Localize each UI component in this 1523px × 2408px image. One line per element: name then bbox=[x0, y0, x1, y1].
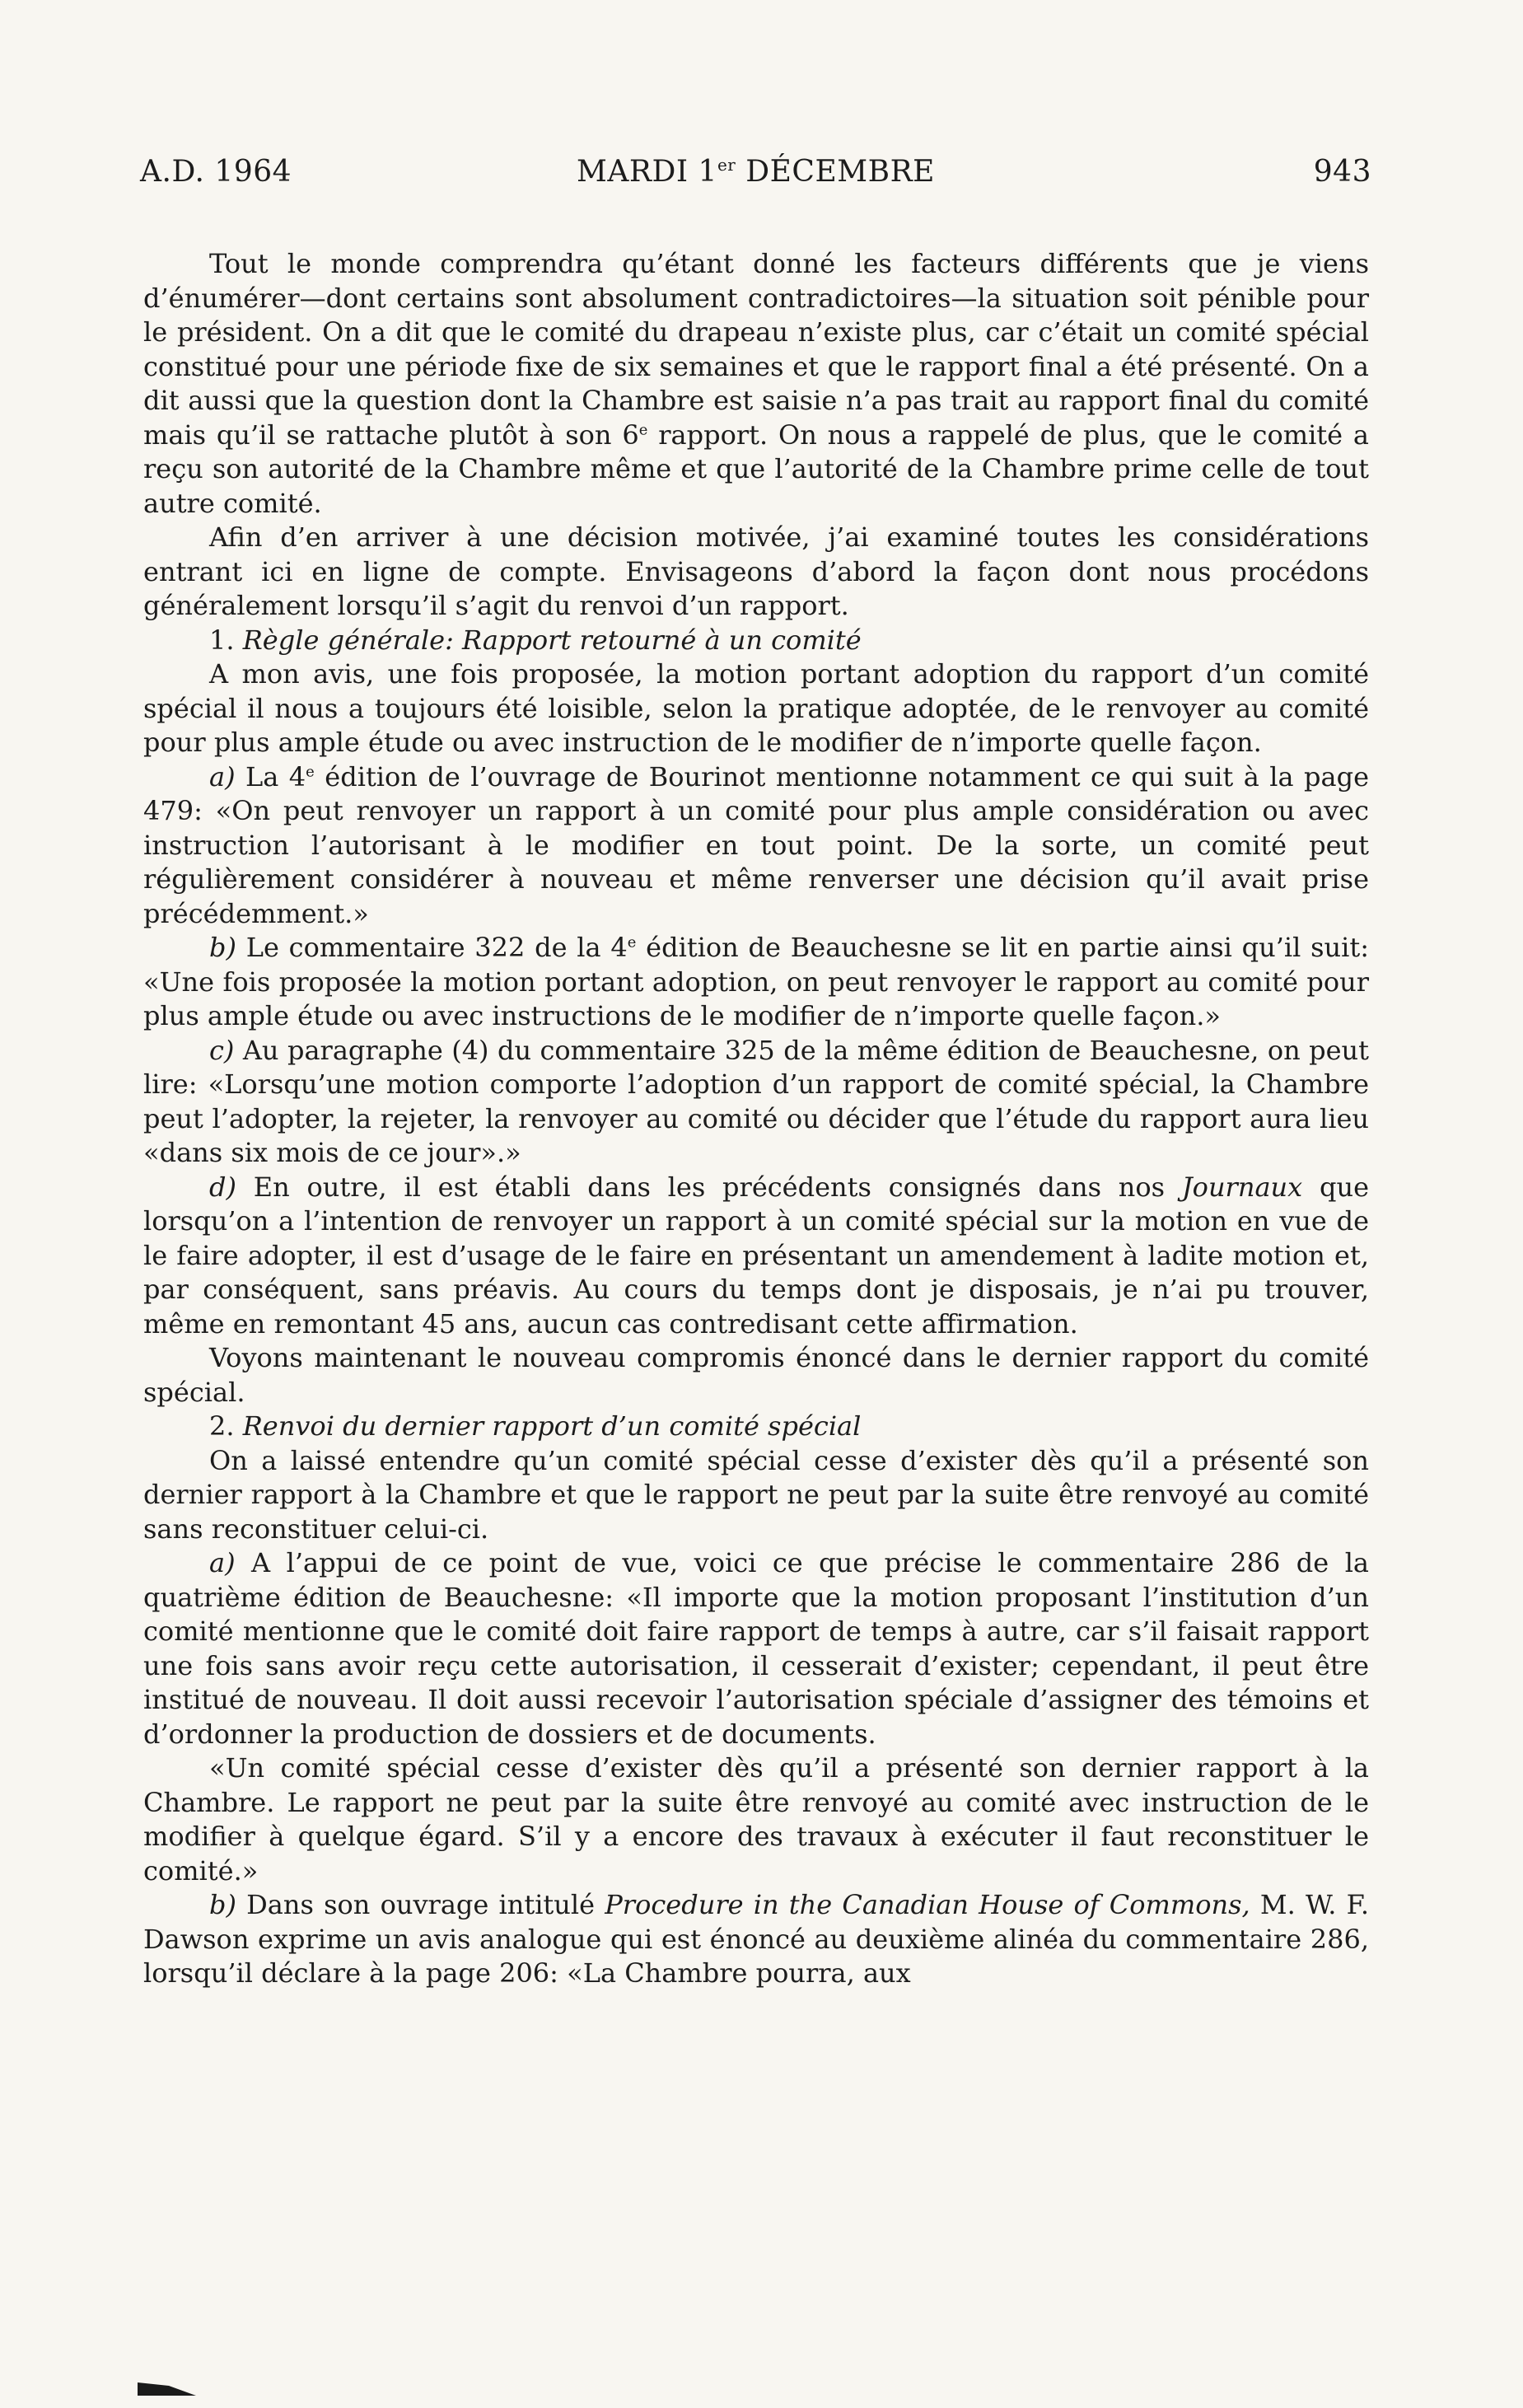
paragraph: a) A l’appui de ce point de vue, voici ce que précise le commentaire 286 de la quatrième édition de Beauchesne: «Il importe que la motion proposant l’institution d’un comité mentionne que le comité doit faire rapport de temps à autre, car s’il faisait rapport une fois sans avoir reçu cette autorisation, il cesserait d’exister; cependant, il peut être institué de nouveau. Il doit aussi recevoir l’autorisation spéciale d’assigner des témoins et d’ordonner la production de dossiers et de documents. bbox=[143, 1547, 1369, 1750]
paragraph: «Un comité spécial cesse d’exister dès qu’il a présenté son dernier rapport à la Chambre. Le rapport ne peut par la suite être renvoyé au comité avec instruction de le modifier à quelque égard. S’il y a encore des travaux à exécuter il faut reconstituer le comité.» bbox=[143, 1752, 1369, 1887]
paragraph: b) Dans son ouvrage intitulé Procedure in the Canadian House of Commons, M. W. F. Dawson exprime un avis analogue qui est énoncé au deuxième alinéa du commentaire 286, lorsqu’il déclare à la page 206: «La Chambre pourra, aux bbox=[143, 1889, 1370, 1989]
paragraph: c) Au paragraphe (4) du commentaire 325 de la même édition de Beauchesne, on peut lire: «Lorsqu’une motion comporte l’adoption d’un rapport de comité spécial, la Chambre peut l’adopter, la rejeter, la renvoyer au comité ou décider que l’étude du rapport aura lieu «dans six mois de ce jour».» bbox=[143, 1034, 1369, 1168]
page-number: 943 bbox=[1313, 155, 1371, 189]
paragraph: Voyons maintenant le nouveau compromis énoncé dans le dernier rapport du comité spécial. bbox=[143, 1342, 1369, 1408]
page-body bbox=[143, 247, 1369, 1991]
paragraph: a) La 4e édition de l’ouvrage de Bourinot mentionne notamment ce qui suit à la page 479: «On peut renvoyer un rapport à un comité pour plus ample considération ou avec instruction l’autorisant à le modifier en tout point. De la sorte, un comité peut régulièrement considérer à nouveau et même renverser une décision qu’il avait prise précédemment.» bbox=[143, 760, 1370, 929]
paragraph: Afin d’en arriver à une décision motivée, j’ai examiné toutes les considérations entrant ici en ligne de compte. Envisageons d’abord la façon dont nous procédons généralement lorsqu’il s’agit du renvoi d’un rapport. bbox=[143, 521, 1369, 621]
paragraph: Tout le monde comprendra qu’étant donné les facteurs différents que je viens d’énumérer—dont certains sont absolument contradictoires—la situation soit pénible pour le président. On a dit que le comité du drapeau n’existe plus, car c’était un comité spécial constitué pour une période fixe de six semaines et que le rapport final a été présenté. On a dit aussi que la question dont la Chambre est saisie n’a pas trait au rapport final du comité mais qu’il se rattache plutôt à son 6e rapport. On nous a rappelé de plus, que le comité a reçu son autorité de la Chambre même et que l’autorité de la Chambre prime celle de tout autre comité. bbox=[143, 248, 1370, 519]
paragraph: d) En outre, il est établi dans les précédents consignés dans nos Journaux que lorsqu’on a l’intention de renvoyer un rapport à un comité spécial sur la motion en vue de le faire adopter, il est d’usage de le faire en présentant un amendement à ladite motion et, par conséquent, sans préavis. Au cours du temps dont je disposais, je n’ai pu trouver, même en remontant 45 ans, aucun cas contredisant cette affirmation. bbox=[143, 1171, 1369, 1340]
paragraph: b) Le commentaire 322 de la 4e édition de Beauchesne se lit en partie ainsi qu’il suit: «Une fois proposée la motion portant adoption, on peut renvoyer le rapport au comité pour plus ample étude ou avec instructions de le modifier de n’importe quelle façon.» bbox=[143, 932, 1370, 1031]
scan-edge-mark bbox=[136, 2379, 198, 2397]
page-header bbox=[140, 155, 1371, 204]
paragraph: A mon avis, une fois proposée, la motion portant adoption du rapport d’un comité spécial il nous a toujours été loisible, selon la pratique adoptée, de le renvoyer au comité pour plus ample étude ou avec instruction de le modifier de n’importe quelle façon. bbox=[143, 658, 1369, 758]
paragraph: On a laissé entendre qu’un comité spécial cesse d’exister dès qu’il a présenté son dernier rapport à la Chambre et que le rapport ne peut par la suite être renvoyé au comité sans reconstituer celui-ci. bbox=[143, 1444, 1369, 1545]
header-year: A.D. 1964 bbox=[140, 155, 292, 189]
section-heading: 1. Règle générale: Rapport retourné à un comité bbox=[209, 624, 862, 656]
section-heading: 2. Renvoi du dernier rapport d’un comité spécial bbox=[209, 1410, 862, 1442]
header-date: MARDI 1er DÉCEMBRE bbox=[577, 155, 935, 189]
